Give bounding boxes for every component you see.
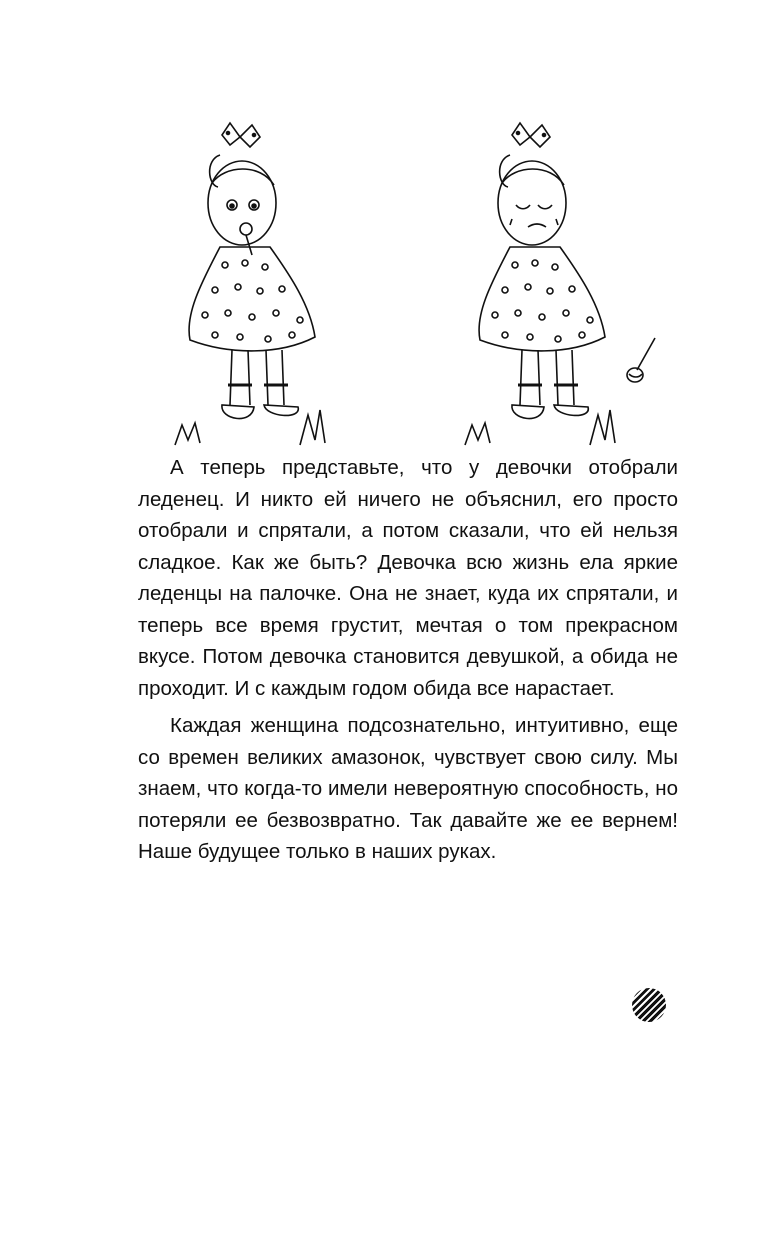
- paragraph-1: А теперь представьте, что у девочки отобрали леденец. И никто ей ничего не объяснил, его просто отобрали и спрятали, а потом сказали, что ей нельзя сладкое. Как же быть? Девочка всю жизнь ела яркие леденцы на палочке. Она не знает, куда их спрятали, и теперь все время грустит, мечтая о том прекрасном вкусе. Потом девочка становится девушкой, а обида не проходит. И с каждым годом обида все нарастает.: [138, 456, 678, 700]
- body-text: [138, 452, 678, 868]
- illustrations: [160, 115, 640, 450]
- dropped-lollipop-icon: [625, 330, 665, 390]
- girl-with-lollipop-illustration: [170, 115, 330, 450]
- crying-girl-illustration: [460, 115, 620, 450]
- hatched-circle-marker: [632, 988, 666, 1022]
- paragraph-2: Каждая женщина подсознательно, интуитивно, еще со времен великих амазонок, чувствует свою силу. Мы знаем, что когда-то имели невероятную способность, но потеряли ее безвозвратно. Так давайте же ее вернем! Наше будущее только в наших руках.: [138, 714, 678, 863]
